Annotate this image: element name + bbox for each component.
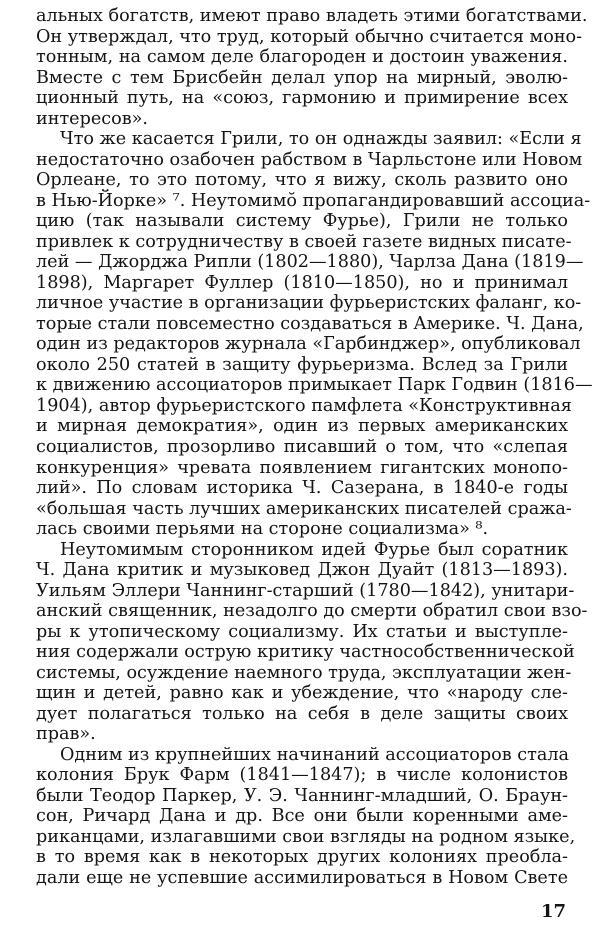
text-line: сон, Ричард Дана и др. Все они были коренными аме- bbox=[36, 806, 568, 827]
text-line: 1904), автор фурьеристского памфлета «Конструктивная bbox=[36, 395, 572, 416]
text-line: цию (так называли систему Фурье), Грили не только bbox=[36, 211, 568, 232]
text-line: недостаточно озабочен рабством в Чарльстоне или Новом bbox=[36, 149, 583, 170]
text-line: личное участие в организации фурьеристских фаланг, ко- bbox=[36, 293, 582, 314]
text-line: социалистов, прозорливо писавший о том, что «слепая bbox=[36, 437, 568, 457]
text-line: тонным, на самом деле благороден и достоин уважения. bbox=[36, 47, 568, 68]
text-line: прав». bbox=[36, 724, 96, 745]
text-line: в Нью-Йорке» ⁷. Неутомимо̆ пропагандировавший ассоциа- bbox=[36, 190, 591, 211]
text-line: лей — Джорджа Рипли (1802—1880), Чарлза Дана (1819— bbox=[36, 252, 584, 273]
text-line: 1898), Маргарет Фуллер (1810—1850), но и принимал bbox=[36, 272, 568, 293]
paragraph-first-line: Неутомимым сторонником идей Фурье был соратник bbox=[60, 539, 568, 560]
text-line: Ч. Дана критик и музыковед Джон Дуайт (1813—1893). bbox=[36, 560, 568, 581]
page-number: 17 bbox=[540, 901, 566, 922]
text-line: и мирная демократия», один из первых американских bbox=[36, 416, 568, 437]
paragraph-first-line: Что же касается Грили, то он однажды заявил: «Если я bbox=[60, 129, 582, 150]
text-line: щин и детей, равно как и убеждение, что «народу сле- bbox=[36, 683, 568, 704]
text-line: в то время как в некоторых других колониях преобла- bbox=[36, 847, 568, 868]
text-line: «большая часть лучших американских писателей сража- bbox=[36, 498, 572, 519]
text-line: дали еще не успевшие ассимилироваться в Новом Свете bbox=[36, 868, 568, 888]
text-line: около 250 статей в защиту фурьеризма. Вслед за Грили bbox=[36, 354, 568, 375]
text-line: Он утверждал, что труд, который обычно считается моно- bbox=[36, 26, 583, 47]
text-line: к движению ассоциаторов примыкает Парк Годвин (1816— bbox=[36, 375, 593, 396]
text-line: конкуренция» чревата появлением гигантских монопо- bbox=[36, 457, 568, 478]
text-line: системы, осуждение наемного труда, эксплуатации жен- bbox=[36, 662, 572, 683]
text-line: торые стали повсеместно создаваться в Америке. Ч. Дана, bbox=[36, 313, 584, 334]
text-line: были Теодор Паркер, У. Э. Чаннинг-младший, О. Браун- bbox=[36, 785, 568, 806]
text-line: дует полагаться только на себя в деле защиты своих bbox=[36, 703, 568, 724]
text-line: ры к утопическому социализму. Их статьи и выступле- bbox=[36, 621, 568, 642]
text-line: риканцами, излагавшими свои взгляды на родном языке, bbox=[36, 826, 576, 847]
text-line: лий». По словам историка Ч. Сазерана, в 1840-е годы bbox=[36, 478, 568, 499]
text-line: анский священник, незадолго до смерти обратил свои взо- bbox=[36, 601, 588, 622]
text-line: альных богатств, имеют право владеть этими богатствами. bbox=[36, 6, 588, 26]
text-line: интересов». bbox=[36, 108, 148, 129]
text-line: лась своими перьями на стороне социализма» ⁸. bbox=[36, 519, 489, 540]
paragraph-first-line: Одним из крупнейших начинаний ассоциаторов стала bbox=[60, 744, 569, 765]
text-line: ния содержали острую критику частнособственнической bbox=[36, 642, 575, 663]
text-line: один из редакторов журнала «Гарбинджер», опубликовал bbox=[36, 334, 581, 355]
text-line: Вместе с тем Брисбейн делал упор на мирный, эволю- bbox=[36, 67, 568, 88]
text-line: Орлеане, то это потому, что я вижу, сколь развито оно bbox=[36, 170, 568, 191]
text-line: колония Брук Фарм (1841—1847); в числе колонистов bbox=[36, 765, 568, 786]
text-line: Уильям Эллери Чаннинг-старший (1780—1842), унитари- bbox=[36, 580, 575, 601]
text-line: ционный путь, на «союз, гармонию и примирение всех bbox=[36, 88, 568, 109]
text-line: привлек к сотрудничеству в своей газете видных писате- bbox=[36, 231, 572, 252]
